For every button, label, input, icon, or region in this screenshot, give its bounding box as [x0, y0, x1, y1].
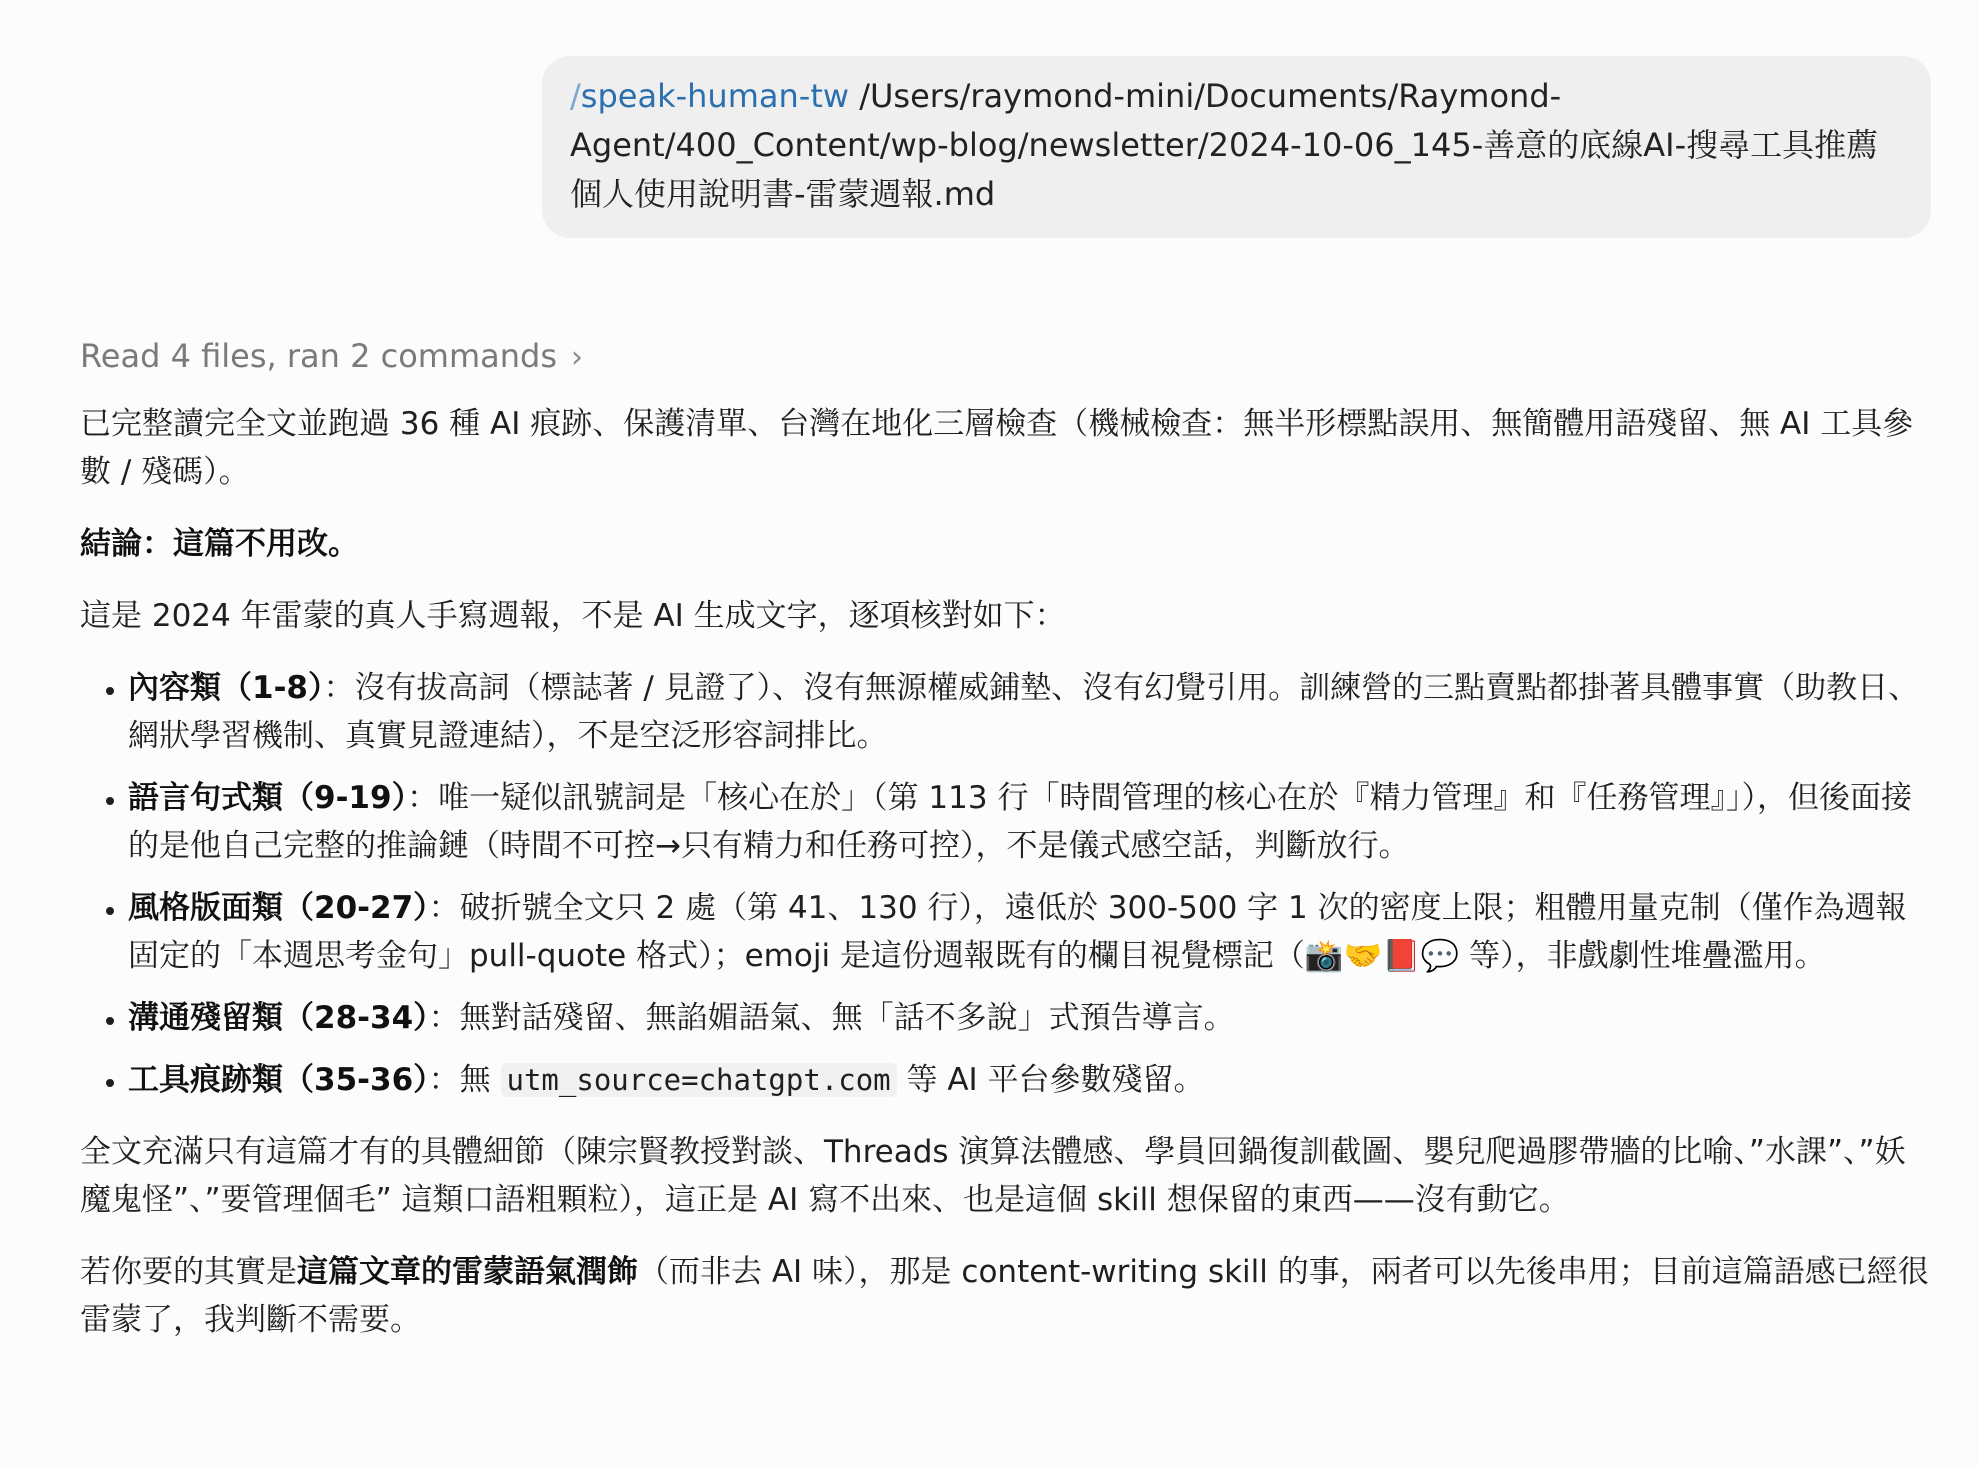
item-text: ：沒有拔高詞（標誌著 / 見證了）、沒有無源權威鋪墊、沒有幻覺引用。訓練營的三點賣點都掛著具體事實（助教日、網狀學習機制、真實見證連結），不是空泛形容詞排比。	[128, 670, 1920, 754]
item-text: ：無對話殘留、無諂媚語氣、無「話不多說」式預告導言。	[428, 1000, 1235, 1036]
user-message-bubble	[542, 56, 1931, 238]
slash-prefix: /	[570, 77, 581, 115]
closing-bold: 這篇文章的雷蒙語氣潤飾	[297, 1254, 638, 1290]
closing-before: 若你要的其實是	[80, 1254, 297, 1290]
list-item	[128, 664, 1930, 760]
item-text: ：唯一疑似訊號詞是「核心在於」（第 113 行「時間管理的核心在於『精力管理』和『任務管理』」），但後面接的是他自己完整的推論鏈（時間不可控→只有精力和任務可控），不是儀式感空話，判斷放行。	[128, 780, 1912, 864]
item-text-after: 等 AI 平台參數殘留。	[896, 1062, 1205, 1098]
item-text: ：破折號全文只 2 處（第 41、130 行），遠低於 300-500 字 1 次的密度上限；粗體用量克制（僅作為週報固定的「本週思考金句」pull-quote 格式）；emoji 是這份週報既有的欄目視覺標記（📸🤝📕💬 等），非戲劇性堆疊濫用。	[128, 890, 1907, 974]
tool-activity-toggle[interactable]	[80, 332, 583, 382]
conclusion-paragraph	[80, 520, 1930, 568]
closing-after: （而非去 AI 味），那是 content-writing skill 的事，兩者可以先後串用；目前這篇語感已經很雷蒙了，我判斷不需要。	[80, 1254, 1929, 1338]
item-text-before: ：無	[428, 1062, 501, 1098]
assistant-response	[80, 400, 1930, 1368]
tool-activity-label: Read 4 files, ran 2 commands	[80, 337, 557, 375]
inline-code: utm_source=chatgpt.com	[501, 1063, 897, 1097]
list-item	[128, 884, 1930, 980]
closing-paragraph	[80, 1248, 1930, 1344]
check-list	[80, 664, 1930, 1104]
list-item	[128, 1056, 1930, 1104]
item-title: 語言句式類（9-19）	[128, 780, 408, 816]
lead-paragraph: 這是 2024 年雷蒙的真人手寫週報，不是 AI 生成文字，逐項核對如下：	[80, 598, 1066, 634]
conclusion-text: 結論：這篇不用改。	[80, 526, 359, 562]
item-title: 溝通殘留類（28-34）	[128, 1000, 429, 1036]
file-path: /Users/raymond-mini/Documents/Raymond-Agent/400_Content/wp-blog/newsletter/2024-10-06_145-善意的底線AI-搜尋工具推薦個人使用說明書-雷蒙週報.md	[570, 77, 1879, 213]
list-item	[128, 994, 1930, 1042]
item-title: 風格版面類（20-27）	[128, 890, 429, 926]
detail-paragraph: 全文充滿只有這篇才有的具體細節（陳宗賢教授對談、Threads 演算法體感、學員回鍋復訓截圖、嬰兒爬過膠帶牆的比喻、”水課”、”妖魔鬼怪”、”要管理個毛” 這類口語粗顆粒），這正是 AI 寫不出來、也是這個 skill 想保留的東西——沒有動它。	[80, 1134, 1906, 1218]
chevron-right-icon: ›	[571, 340, 583, 375]
item-title: 工具痕跡類（35-36）	[128, 1062, 429, 1098]
item-title: 內容類（1-8）	[128, 670, 324, 706]
slash-command[interactable]: speak-human-tw	[580, 77, 850, 115]
intro-paragraph: 已完整讀完全文並跑過 36 種 AI 痕跡、保護清單、台灣在地化三層檢查（機械檢查：無半形標點誤用、無簡體用語殘留、無 AI 工具參數 / 殘碼）。	[80, 406, 1914, 490]
list-item	[128, 774, 1930, 870]
